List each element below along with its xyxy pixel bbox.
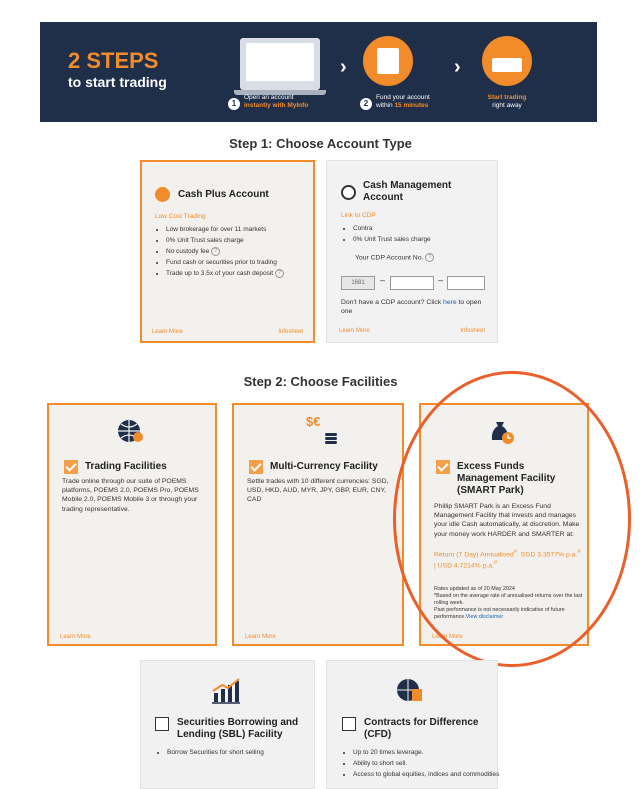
trading-facilities-title: Trading Facilities [85,461,167,472]
trading-facilities-checkbox[interactable] [64,460,78,474]
bar-chart-icon [211,677,241,705]
cash-management-title: Cash Management Account [363,180,452,203]
help-icon[interactable]: ? [275,269,284,278]
help-icon[interactable]: ? [425,253,434,262]
cash-plus-infosheet-link[interactable]: Infosheet [278,329,303,335]
cash-plus-title: Cash Plus Account [178,189,269,200]
cfd-features: • Up to 20 times leverage. • Ability to short sell. • Access to global equities, indices and commodities [339,748,501,781]
step1-title: Step 1: Choose Account Type [229,136,412,151]
cfd-facility-card[interactable] [326,660,498,789]
smart-park-learn-more-link[interactable]: Learn More [432,634,463,640]
multi-currency-learn-more-link[interactable]: Learn More [245,634,276,640]
cdp-signup-link[interactable]: here [443,299,457,306]
chevron-right-icon: › [454,56,461,78]
cdp-account-input-2[interactable] [447,276,485,290]
currency-coins-icon: $€ [306,414,321,429]
sbl-features: • Borrow Securities for short selling [153,748,317,759]
cdp-dash: – [380,275,386,285]
cash-management-account-card[interactable] [326,160,498,343]
smart-park-footnotes: Rates updated as of 20 May 2024 *Based on the average rate of annualised returns over the last rolling week. Past performance is not necessarily indicative of future performance.View disclaimer [434,586,583,620]
cash-plus-learn-more-link[interactable]: Learn More [152,329,183,335]
globe-person-icon [117,419,145,447]
hero-banner [40,22,597,122]
step-caption-2: Fund your account within 15 minutes [376,94,430,109]
step-number-2: 2 [360,98,372,110]
cfd-checkbox[interactable] [342,717,356,731]
multi-currency-facility-card[interactable] [232,403,404,646]
multi-currency-desc: Settle trades with 10 different currencies: SGD, USD, HKD, AUD, MYR, JPY, GBP, EUR, CNY, CAD [247,478,389,504]
cash-management-learn-more-link[interactable]: Learn More [339,328,370,334]
step-number-1: 1 [228,98,240,110]
phone-fund-icon [363,36,413,86]
money-bag-clock-icon [488,418,516,446]
cash-management-features: • Contra • 0% Unit Trust sales charge [339,224,503,246]
banner-subtitle: to start trading [68,74,167,90]
cash-plus-account-card[interactable] [140,160,315,343]
trading-facilities-card[interactable] [47,403,217,646]
trading-desk-icon [482,36,532,86]
smart-park-facility-card[interactable] [419,403,589,646]
trading-facilities-learn-more-link[interactable]: Learn More [60,634,91,640]
smart-park-checkbox[interactable] [436,460,450,474]
chevron-right-icon: › [340,56,347,78]
cdp-dash: – [438,275,444,285]
step-caption-1: Open an account instantly with MyInfo [244,94,309,109]
help-icon[interactable]: ? [211,247,220,256]
smart-park-desc: Phillip SMART Park is an Excess Fund Management Facility that invests and manages your idle Cash automatically, at discretion. Make your money work HARDER and SMARTER at: [434,503,580,538]
cash-plus-features: • Low brokerage for over 11 markets • 0% Unit Trust sales charge • No custody fee ? • Fund cash or securities prior to trading • Trade up to 3.5x of your cash deposit ? [152,225,316,280]
multi-currency-checkbox[interactable] [249,460,263,474]
cash-management-infosheet-link[interactable]: Infosheet [460,328,485,334]
sbl-facility-card[interactable] [140,660,315,789]
view-disclaimer-link[interactable]: View disclaimer [465,614,504,620]
cash-management-radio[interactable] [341,185,356,200]
trading-facilities-desc: Trade online through our suite of POEMS platforms, POEMS 2.0, POEMS Pro, POEMS Mobile 2.0, POEMS Mobile 3 or through your trading representative. [62,478,199,513]
laptop-icon [240,38,320,90]
coins-stack-icon [324,431,338,445]
cdp-account-label: Your CDP Account No. ? [355,253,434,263]
smart-park-return-rates: Return (7 Day) Annualised#: SGD 3.3577% p.a.# | USD 4.7214% p.a.# [434,549,581,570]
step2-title: Step 2: Choose Facilities [243,374,398,389]
step-caption-3: Start trading right away [487,94,527,109]
smart-park-title: Excess Funds Management Facility (SMART Park) [457,461,556,496]
cdp-prefix-field: 1681 [341,276,375,290]
cfd-title: Contracts for Difference (CFD) [364,717,479,740]
banner-title: 2 STEPS [68,48,159,73]
sbl-checkbox[interactable] [155,717,169,731]
cdp-signup-note: Don't have a CDP account? Click here to open one [341,299,482,316]
sbl-title: Securities Borrowing and Lending (SBL) Facility [177,717,299,740]
cash-plus-tag: Low Cost Trading [155,213,206,220]
multi-currency-title: Multi-Currency Facility [270,461,378,472]
cash-plus-radio[interactable] [155,187,170,202]
cdp-account-input-1[interactable] [390,276,434,290]
globe-building-icon [395,677,425,703]
cash-management-tag: Link to CDP [341,212,376,219]
